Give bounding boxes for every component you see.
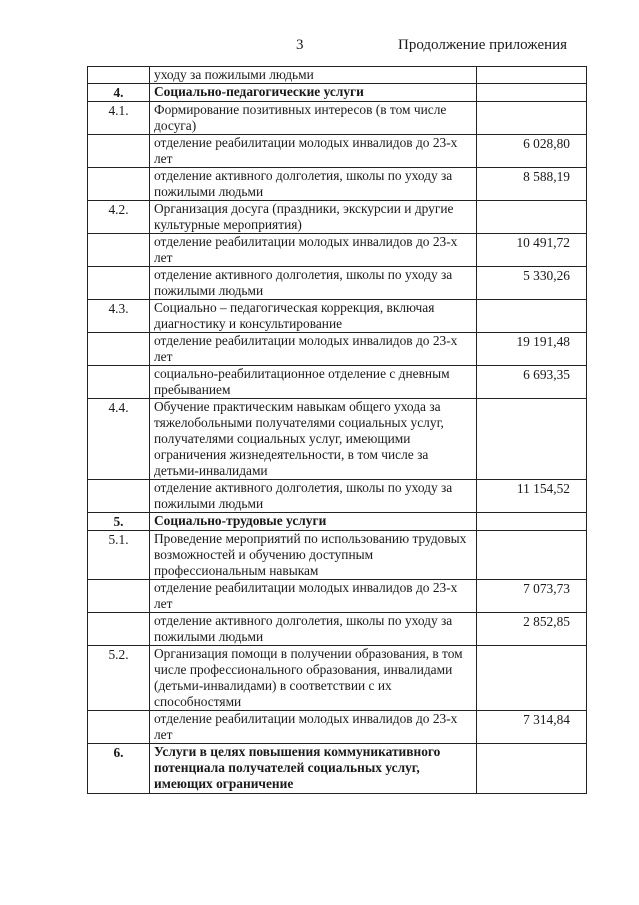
row-value: 11 154,52: [477, 480, 587, 513]
row-number: [88, 480, 150, 513]
row-number: [88, 168, 150, 201]
row-description: Социально – педагогическая коррекция, включая диагностику и консультирование: [150, 300, 477, 333]
row-number: [88, 580, 150, 613]
row-value: 6 028,80: [477, 135, 587, 168]
table-row: [88, 399, 587, 480]
row-number: [88, 67, 150, 84]
row-value: 6 693,35: [477, 366, 587, 399]
row-number: 4.: [88, 84, 150, 102]
table-row: [88, 267, 587, 300]
row-description: отделение реабилитации молодых инвалидов до 23-х лет: [150, 135, 477, 168]
row-description: отделение активного долголетия, школы по уходу за пожилыми людьми: [150, 267, 477, 300]
row-number: [88, 711, 150, 744]
row-description: отделение реабилитации молодых инвалидов до 23-х лет: [150, 333, 477, 366]
row-description: отделение реабилитации молодых инвалидов до 23-х лет: [150, 711, 477, 744]
row-value: [477, 201, 587, 234]
row-number: 4.4.: [88, 399, 150, 480]
row-number: 6.: [88, 744, 150, 794]
header-note: Продолжение приложения: [398, 37, 568, 53]
row-description: отделение активного долголетия, школы по уходу за пожилыми людьми: [150, 168, 477, 201]
row-value: [477, 67, 587, 84]
row-description: уходу за пожилыми людьми: [150, 67, 477, 84]
row-value: 19 191,48: [477, 333, 587, 366]
row-value: [477, 102, 587, 135]
section-row: [88, 513, 587, 531]
row-description: Проведение мероприятий по использованию трудовых возможностей и обучению доступным профессиональным навыкам: [150, 531, 477, 580]
page-number: 3: [296, 37, 304, 53]
row-value: 10 491,72: [477, 234, 587, 267]
row-description: Формирование позитивных интересов (в том числе досуга): [150, 102, 477, 135]
table-row: [88, 613, 587, 646]
table-row: [88, 646, 587, 711]
row-value: [477, 531, 587, 580]
row-value: 7 314,84: [477, 711, 587, 744]
row-value: 5 330,26: [477, 267, 587, 300]
row-number: 4.2.: [88, 201, 150, 234]
row-number: [88, 613, 150, 646]
table-row: [88, 201, 587, 234]
row-number: 5.: [88, 513, 150, 531]
row-number: [88, 135, 150, 168]
section-title: Услуги в целях повышения коммуникативного потенциала получателей социальных услуг, имеющих ограничение: [150, 744, 477, 794]
row-value: 7 073,73: [477, 580, 587, 613]
row-value: [477, 744, 587, 794]
row-description: Обучение практическим навыкам общего ухода за тяжелобольными получателями социальных услуг, получателями социальных услуг, имеющими ограничения жизнедеятельности, в том числе за детьми-инвалидами: [150, 399, 477, 480]
row-value: 8 588,19: [477, 168, 587, 201]
table-row: [88, 333, 587, 366]
row-number: 4.3.: [88, 300, 150, 333]
section-title: Социально-трудовые услуги: [150, 513, 477, 531]
row-value: 2 852,85: [477, 613, 587, 646]
table-row: [88, 366, 587, 399]
table-row: [88, 234, 587, 267]
table-row: [88, 102, 587, 135]
row-number: 5.2.: [88, 646, 150, 711]
row-number: [88, 333, 150, 366]
row-value: [477, 84, 587, 102]
row-description: Организация досуга (праздники, экскурсии и другие культурные мероприятия): [150, 201, 477, 234]
table-row: [88, 580, 587, 613]
row-description: отделение активного долголетия, школы по уходу за пожилыми людьми: [150, 480, 477, 513]
section-row: [88, 744, 587, 794]
row-description: отделение реабилитации молодых инвалидов до 23-х лет: [150, 234, 477, 267]
table-row: [88, 711, 587, 744]
section-title: Социально-педагогические услуги: [150, 84, 477, 102]
table-row: [88, 480, 587, 513]
row-value: [477, 300, 587, 333]
row-number: [88, 267, 150, 300]
row-value: [477, 513, 587, 531]
row-value: [477, 399, 587, 480]
row-description: отделение реабилитации молодых инвалидов до 23-х лет: [150, 580, 477, 613]
row-number: [88, 234, 150, 267]
row-number: 5.1.: [88, 531, 150, 580]
table-row: [88, 300, 587, 333]
row-value: [477, 646, 587, 711]
services-table: [87, 66, 587, 794]
table-row: [88, 531, 587, 580]
table-row: [88, 135, 587, 168]
section-row: [88, 84, 587, 102]
row-description: Организация помощи в получении образования, в том числе профессионального образования, инвалидами (детьми-инвалидами) в соответствии с их способностями: [150, 646, 477, 711]
row-number: 4.1.: [88, 102, 150, 135]
row-number: [88, 366, 150, 399]
row-description: социально-реабилитационное отделение с дневным пребыванием: [150, 366, 477, 399]
table-row: [88, 168, 587, 201]
row-description: отделение активного долголетия, школы по уходу за пожилыми людьми: [150, 613, 477, 646]
table-row: [88, 67, 587, 84]
